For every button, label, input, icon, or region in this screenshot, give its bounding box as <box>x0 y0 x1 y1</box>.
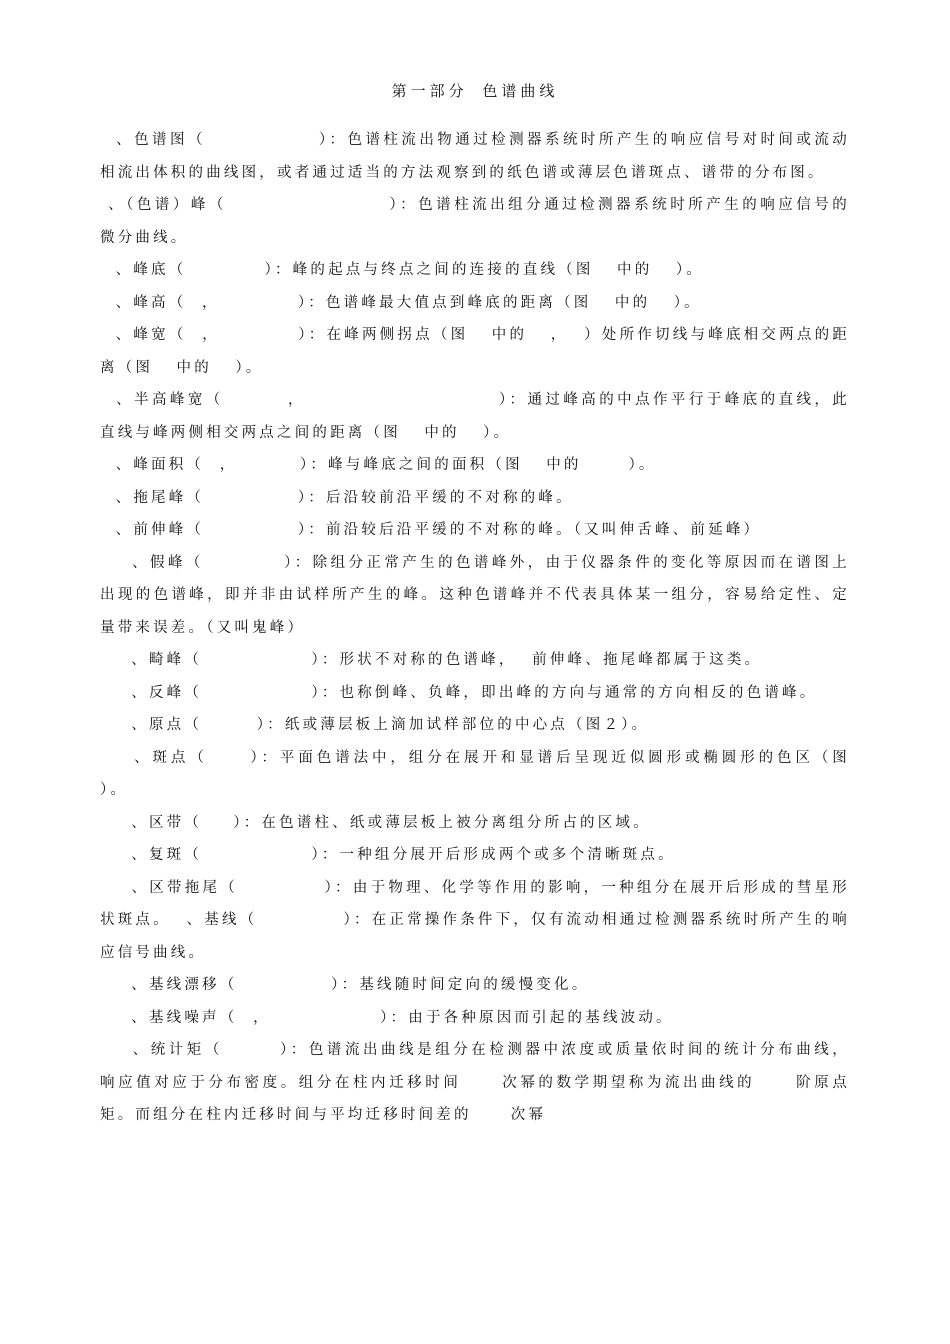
paragraph-distorted-peak: 、畸峰（ ）：形状不对称的色谱峰， 前伸峰、拖尾峰都属于这类。 <box>100 652 763 668</box>
paragraph-peak-height: 、峰高（ ， ）：色谱峰最大值点到峰底的距离（图 中的 ）。 <box>100 294 702 311</box>
paragraph-baseline-noise: 、基线噪声（ ， ）：由于各种原因而引起的基线波动。 <box>100 1009 674 1026</box>
paragraph-chromatogram: 、色谱图（ ）：色谱柱流出物通过检测器系统时所产生的响应信号对时间或流动相流出体积的曲线图，或者通过适当的方法观察到的纸色谱或薄层色谱斑点、谱带的分布图。 <box>100 132 851 181</box>
paragraph-peak-base: 、峰底（ ）：峰的起点与终点之间的连接的直线（图 中的 ）。 <box>100 262 704 278</box>
page-title: 第一部分 色谱曲线 <box>391 82 559 100</box>
document-body <box>100 124 866 1132</box>
paragraph-origin: 、原点（ ）：纸或薄层板上滴加试样部位的中心点（图２）。 <box>100 717 650 733</box>
paragraph-chromatographic-peak: 、（色谱）峰（ ）：色谱柱流出组分通过检测器系统时所产生的响应信号的微分曲线。 <box>100 197 851 246</box>
paragraph-zone-tailing-baseline: 、区带拖尾（ ）：由于物理、化学等作用的影响，一种组分在展开后形成的彗星形状斑点。 、基线（ ）：在正常操作条件下，仅有流动相通过检测器系统时所产生的响应信号曲线。 <box>100 879 850 961</box>
paragraph-peak-area: 、峰面积（ ， ）：峰与峰底之间的面积（图 中的 ）。 <box>100 457 657 473</box>
paragraph-half-height-width: 、半高峰宽（ ， ）：通过峰高的中点作平行于峰底的直线，此直线与峰两侧相交两点之间的距离（图 中的 ）。 <box>100 392 851 441</box>
paragraph-zone: 、区带（ ）：在色谱柱、纸或薄层板上被分离组分所占的区域。 <box>100 814 651 831</box>
paragraph-leading-peak: 、前伸峰（ ）：前沿较后沿平缓的不对称的峰。（又叫伸舌峰、前延峰） <box>100 522 762 538</box>
paragraph-spot: 、斑点（ ）：平面色谱法中，组分在展开和显谱后呈现近似圆形或椭圆形的色区（图 ）。 <box>100 749 866 798</box>
paragraph-multiple-spot: 、复斑（ ）：一种组分展开后形成两个或多个清晰斑点。 <box>100 847 676 863</box>
paragraph-negative-peak: 、反峰（ ）：也称倒峰、负峰，即出峰的方向与通常的方向相反的色谱峰。 <box>100 684 818 701</box>
paragraph-baseline-drift: 、基线漂移（ ）：基线随时间定向的缓慢变化。 <box>100 977 590 993</box>
paragraph-ghost-peak: 、假峰（ ）：除组分正常产生的色谱峰外，由于仪器条件的变化等原因而在谱图上出现的色谱峰，即并非由试样所产生的峰。这种色谱峰并不代表具体某一组分，容易给定性、定量带来误差。（又叫鬼峰） <box>100 554 850 636</box>
paragraph-tailing-peak: 、拖尾峰（ ）：后沿较前沿平缓的不对称的峰。 <box>100 489 574 506</box>
paragraph-statistical-moment: 、统计矩（ ）：色谱流出曲线是组分在检测器中浓度或质量依时间的统计分布曲线，响应值对应于分布密度。组分在柱内迁移时间 次幂的数学期望称为流出曲线的 阶原点矩。而组分在柱内迁移时间与平均迁移时间差的 次幂 <box>100 1042 850 1123</box>
paragraph-peak-width: 、峰宽（ ， ）：在峰两侧拐点（图 中的 ， ）处所作切线与峰底相交两点的距离（图 中的 ）。 <box>100 327 850 376</box>
